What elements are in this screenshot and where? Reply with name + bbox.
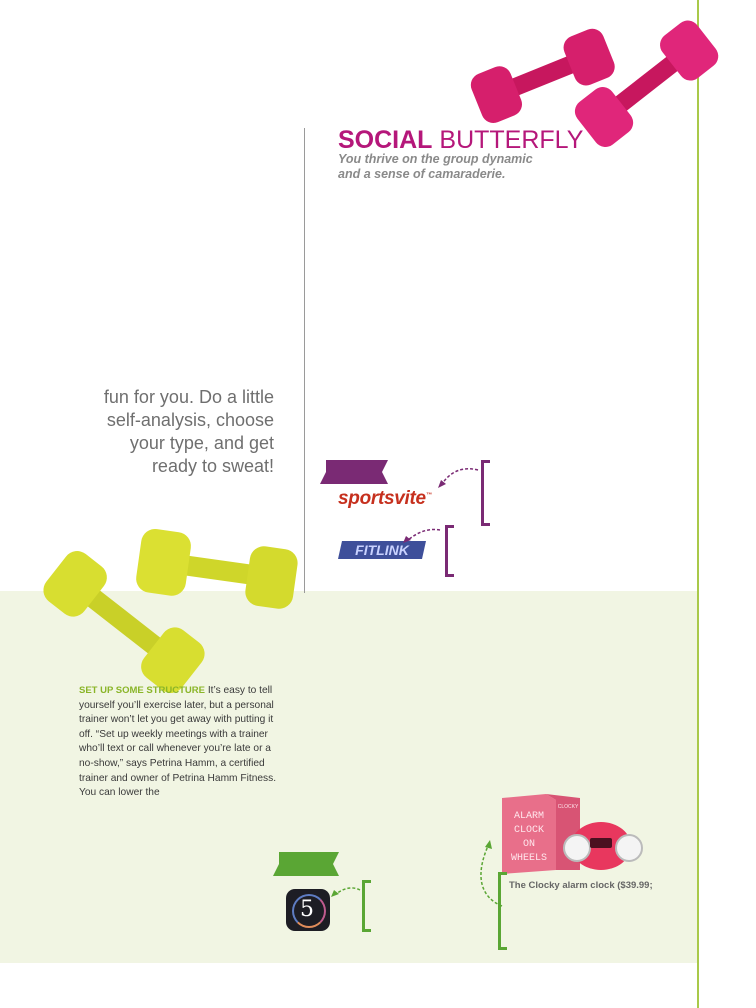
- dashed-arrow-icon: [326, 884, 362, 902]
- heading-bold-part: SOCIAL: [338, 126, 433, 154]
- column-divider: [304, 128, 305, 593]
- bracket-marker: [362, 880, 371, 932]
- heading-light-part: BUTTERFLY: [439, 126, 584, 154]
- social-butterfly-heading: [338, 126, 583, 154]
- green-ribbon-banner: [273, 852, 339, 876]
- box-label-word: WHEELS: [510, 853, 548, 864]
- clocky-product-image: [498, 794, 648, 876]
- yellow-dumbbells-image: [38, 518, 300, 678]
- trademark-symbol: ™: [425, 492, 432, 499]
- intro-line: fun for you. Do a little: [103, 387, 274, 407]
- intro-line: self-analysis, choose: [106, 410, 274, 430]
- sportsvite-wordmark: sportsvite: [338, 488, 426, 509]
- intro-line: your type, and get: [129, 433, 274, 453]
- intro-line: ready to sweat!: [151, 456, 274, 476]
- intro-paragraph: [70, 386, 274, 478]
- clocky-caption: The Clocky alarm clock ($39.99;: [509, 880, 653, 891]
- bracket-marker: [445, 525, 454, 577]
- bracket-marker: [481, 460, 490, 526]
- dashed-arrow-icon: [432, 466, 482, 492]
- fitlink-wordmark: FITLINK: [355, 542, 409, 558]
- box-label-word: ALARM: [513, 811, 545, 822]
- purple-ribbon-banner: [320, 460, 388, 484]
- structure-body: It’s easy to tell yourself you’ll exercise later, but a personal trainer won’t let you get away with putting it off. “Set up weekly meetings with a trainer who’ll text or call whenever you’re late or a no-show,” says Petrina Hamm, a certified trainer and owner of Petrina Hamm Fitness. You can lower the: [79, 685, 277, 799]
- structure-article-text: [79, 684, 279, 801]
- bracket-marker: [498, 872, 507, 950]
- structure-kicker: SET UP SOME STRUCTURE: [79, 685, 205, 696]
- dashed-arrow-icon: [396, 526, 446, 548]
- app-icon-number: 5: [300, 897, 314, 922]
- social-butterfly-subtitle: You thrive on the group dynamic and a sense of camaraderie.: [338, 152, 533, 181]
- box-brand: CLOCKY: [557, 804, 579, 810]
- box-label-word: CLOCK: [513, 825, 545, 836]
- sportsvite-logo: [338, 488, 432, 510]
- box-label-word: ON: [522, 839, 536, 850]
